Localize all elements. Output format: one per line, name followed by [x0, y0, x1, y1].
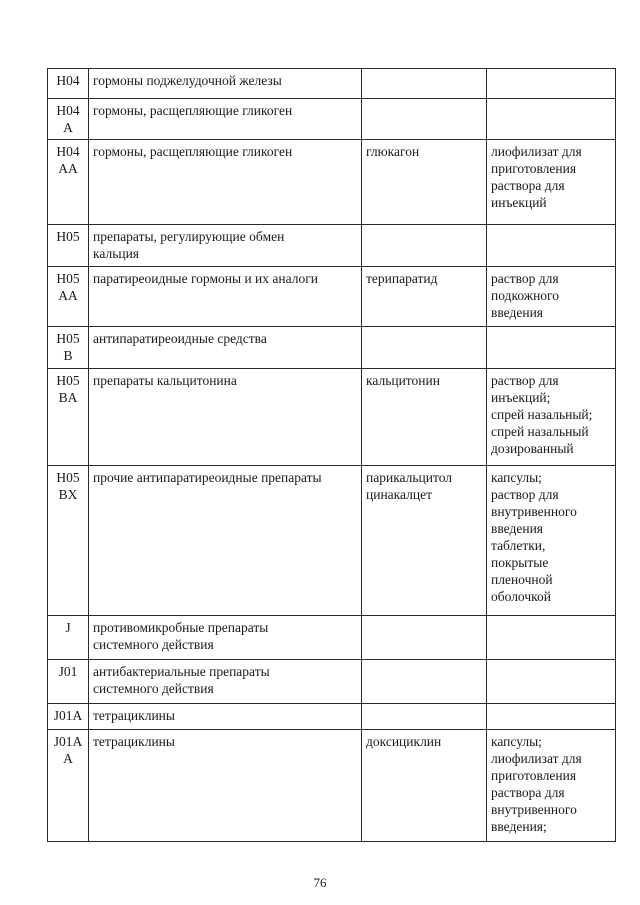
inn-cell: доксициклин — [362, 730, 487, 842]
name-cell: тетрациклины — [89, 730, 362, 842]
inn-cell: парикальцитол цинакалцет — [362, 466, 487, 616]
inn-cell — [362, 69, 487, 99]
form-cell: раствор для инъекций; спрей назальный; спрей назальный дозированный — [487, 369, 616, 466]
name-cell: антибактериальные препараты системного действия — [89, 660, 362, 704]
form-cell — [487, 616, 616, 660]
table-row — [48, 616, 616, 660]
form-cell — [487, 327, 616, 369]
atc-code-cell: H05 BA — [48, 369, 89, 466]
atc-code-cell: H05 BX — [48, 466, 89, 616]
form-cell — [487, 99, 616, 140]
name-cell: прочие антипаратиреоидные препараты — [89, 466, 362, 616]
name-cell: тетрациклины — [89, 704, 362, 730]
table-row — [48, 99, 616, 140]
drug-classification-table — [47, 68, 616, 842]
page-number: 76 — [313, 875, 327, 890]
name-cell: препараты кальцитонина — [89, 369, 362, 466]
name-cell: гормоны поджелудочной железы — [89, 69, 362, 99]
atc-code-cell: J01A — [48, 704, 89, 730]
inn-cell: терипаратид — [362, 267, 487, 327]
inn-cell — [362, 660, 487, 704]
form-cell: раствор для подкожного введения — [487, 267, 616, 327]
atc-code-cell: J01 — [48, 660, 89, 704]
inn-cell — [362, 99, 487, 140]
atc-code-cell: H05 B — [48, 327, 89, 369]
table-row — [48, 267, 616, 327]
table-row — [48, 466, 616, 616]
form-cell: капсулы; раствор для внутривенного введения таблетки, покрытые пленочной оболочкой — [487, 466, 616, 616]
table-row — [48, 69, 616, 99]
form-cell: лиофилизат для приготовления раствора для инъекций — [487, 140, 616, 225]
table-row — [48, 660, 616, 704]
name-cell: антипаратиреоидные средства — [89, 327, 362, 369]
table-row — [48, 140, 616, 225]
table-row — [48, 225, 616, 267]
atc-code-cell: H05 AA — [48, 267, 89, 327]
inn-cell: глюкагон — [362, 140, 487, 225]
name-cell: противомикробные препараты системного действия — [89, 616, 362, 660]
atc-code-cell: H04 AA — [48, 140, 89, 225]
atc-code-cell: J01A A — [48, 730, 89, 842]
form-cell — [487, 704, 616, 730]
table-row — [48, 730, 616, 842]
form-cell: капсулы; лиофилизат для приготовления раствора для внутривенного введения; — [487, 730, 616, 842]
inn-cell — [362, 616, 487, 660]
table-row — [48, 704, 616, 730]
name-cell: паратиреоидные гормоны и их аналоги — [89, 267, 362, 327]
form-cell — [487, 69, 616, 99]
inn-cell — [362, 225, 487, 267]
form-cell — [487, 225, 616, 267]
name-cell: гормоны, расщепляющие гликоген — [89, 140, 362, 225]
atc-code-cell: J — [48, 616, 89, 660]
atc-code-cell: H04 A — [48, 99, 89, 140]
inn-cell: кальцитонин — [362, 369, 487, 466]
atc-code-cell: H04 — [48, 69, 89, 99]
name-cell: гормоны, расщепляющие гликоген — [89, 99, 362, 140]
form-cell — [487, 660, 616, 704]
table-row — [48, 369, 616, 466]
name-cell: препараты, регулирующие обмен кальция — [89, 225, 362, 267]
atc-code-cell: H05 — [48, 225, 89, 267]
inn-cell — [362, 327, 487, 369]
inn-cell — [362, 704, 487, 730]
table-row — [48, 327, 616, 369]
